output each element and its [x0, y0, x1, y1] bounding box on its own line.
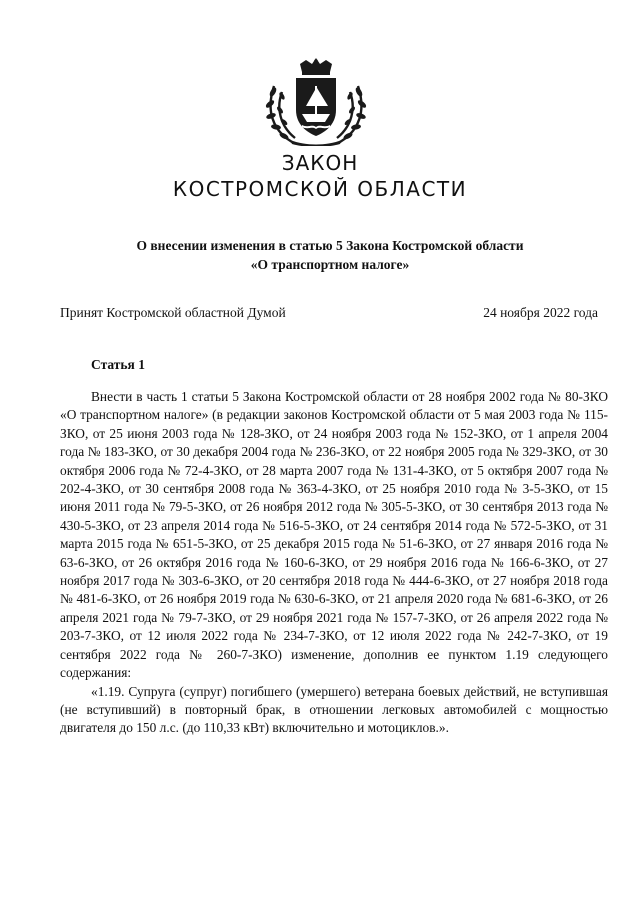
adopted-date: 24 ноября 2022 года — [483, 305, 598, 320]
law-subject-line1: О внесении изменения в статью 5 Закона Костромской области — [136, 238, 524, 253]
law-title-line2: КОСТРОМСКОЙ ОБЛАСТИ — [172, 177, 468, 201]
adopted-by: Принят Костромской областной Думой — [60, 305, 286, 320]
article-paragraph-2: «1.19. Супруга (супруг) погибшего (умершего) ветерана боевых действий, не вступившая (не вступивший) в повторный брак, в отношении легковых автомобилей с мощностью двигателя до 150 л.с. (до 110,33 кВт) включительно и мотоциклов.». — [60, 683, 608, 736]
adoption-info — [60, 305, 598, 321]
law-subject-line2: «О транспортном налоге» — [250, 257, 410, 272]
law-subject — [60, 236, 600, 274]
law-title-line1: ЗАКОН — [281, 151, 359, 175]
article-body — [60, 388, 608, 738]
article-heading: Статья 1 — [91, 357, 145, 372]
article-paragraph-1: Внести в часть 1 статьи 5 Закона Костромской области от 28 ноября 2002 года № 80-ЗКО «О транспортном налоге» (в редакции законов Костромской области от 5 мая 2003 года № 115-ЗКО, от 25 июня 2003 года № 128-ЗКО, от 24 ноября 2003 года № 152-ЗКО, от 1 апреля 2004 года № 183-ЗКО, от 30 декабря 2004 года № 236-ЗКО, от 22 ноября 2005 года № 329-ЗКО, от 30 октября 2006 года № 72-4-ЗКО, от 28 марта 2007 года № 131-4-ЗКО, от 5 октября 2007 года № 202-4-ЗКО, от 30 сентября 2008 года № 363-4-ЗКО, от 25 ноября 2010 года № 3-5-ЗКО, от 15 июня 2011 года № 79-5-ЗКО, от 26 ноября 2012 года № 305-5-ЗКО, от 30 сентября 2013 года № 430-5-ЗКО, от 23 апреля 2014 года № 516-5-ЗКО, от 24 сентября 2014 года № 572-5-ЗКО, от 31 марта 2015 года № 651-5-ЗКО, от 25 декабря 2015 года № 51-6-ЗКО, от 27 января 2016 года № 63-6-ЗКО, от 26 октября 2016 года № 160-6-ЗКО, от 29 ноября 2016 года № 166-6-ЗКО, от 27 ноября 2017 года № 303-6-ЗКО, от 20 сентября 2018 года № 444-6-ЗКО, от 27 ноября 2018 года № 481-6-ЗКО, от 26 ноября 2019 года № 630-6-ЗКО, от 21 апреля 2020 года № 681-6-ЗКО, от 26 апреля 2021 года № 79-7-ЗКО, от 29 ноября 2021 года № 157-7-ЗКО, от 26 апреля 2022 года № 203-7-ЗКО, от 12 июля 2022 года № 234-7-ЗКО, от 12 июля 2022 года № 242-7-ЗКО, от 19 сентября 2022 года № 260-7-ЗКО) изменение, дополнив ее пунктом 1.19 следующего содержания: — [60, 389, 608, 681]
coat-of-arms-icon — [262, 58, 370, 146]
